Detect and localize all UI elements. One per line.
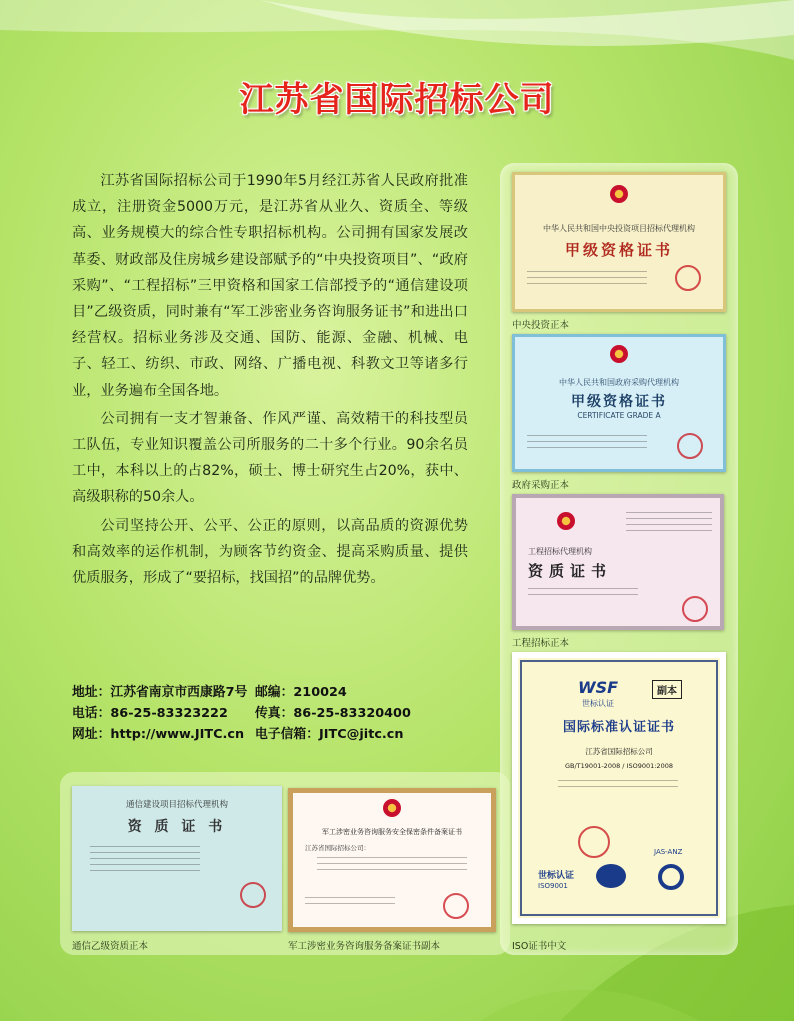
national-emblem-icon (557, 512, 575, 530)
page-title: 江苏省国际招标公司 (239, 80, 555, 120)
national-emblem-icon (610, 185, 628, 203)
certificate-central-investment: 中华人民共和国中央投资项目招标代理机构 甲级资格证书 (512, 172, 726, 312)
fax: 传真：86-25-83320400 (255, 706, 411, 721)
website-link[interactable]: 网址：http://www.JITC.cn (72, 727, 245, 742)
caption-military: 军工涉密业务咨询服务备案证书副本 (288, 941, 441, 952)
seal-icon (677, 433, 703, 459)
iaf-logo-icon (596, 864, 626, 888)
certificate-iso: WSF 世标认证 副本 国际标准认证证书 江苏省国际招标公司 GB/T19001-2008 / ISO9001:2008 世标认证 ISO9001 JAS-ANZ (512, 652, 726, 924)
postcode: 邮编：210024 (255, 685, 347, 700)
certificate-telecom: 通信建设项目招标代理机构 资 质 证 书 (72, 786, 282, 931)
caption-engineering: 工程招标正本 (512, 638, 570, 649)
email-link[interactable]: 电子信箱：JITC@jitc.cn (255, 727, 404, 742)
national-emblem-icon (383, 799, 401, 817)
phone: 电话：86-25-83323222 (72, 706, 228, 721)
caption-central-investment: 中央投资正本 (512, 320, 570, 331)
national-emblem-icon (610, 345, 628, 363)
seal-icon (578, 826, 610, 858)
caption-government-procurement: 政府采购正本 (512, 480, 570, 491)
certificate-military: 军工涉密业务咨询服务安全保密条件备案证书 江苏省国际招标公司： (288, 788, 496, 932)
seal-icon (682, 596, 708, 622)
caption-iso: ISO证书中文 (512, 941, 567, 952)
seal-icon (443, 893, 469, 919)
caption-telecom: 通信乙级资质正本 (72, 941, 149, 952)
seal-icon (675, 265, 701, 291)
contact-info (72, 682, 411, 745)
intro-paragraph-2: 公司拥有一支才智兼备、作风严谨、高效精干的科技型员工队伍，专业知识覆盖公司所服务的二十多个行业。90余名员工中，本科以上的占82%，硕士、博士研究生占20%，获中、高级职称的50余人。 (72, 410, 468, 506)
wsf-logo: WSF (578, 678, 619, 697)
company-intro (72, 168, 468, 593)
intro-paragraph-1: 江苏省国际招标公司于1990年5月经江苏省人民政府批准成立，注册资金5000万元，是江苏省从业久、资质全、等级高、业务规模大的综合性专职招标机构。公司拥有国家发展改革委、财政部及住房城乡建设部赋予的“中央投资项目”、“政府采购”、“工程招标”三甲资格和国家工信部授予的“通信建设项目”乙级资质，同时兼有“军工涉密业务咨询服务证书”和进出口经营权。招标业务涉及交通、国防、能源、金融、机械、电子、轻工、纺织、市政、网络、广播电视、科教文卫等诸多行业，业务遍布全国各地。 (72, 173, 468, 399)
jas-anz-logo-icon (658, 864, 684, 890)
copy-stamp: 副本 (652, 680, 682, 699)
address: 地址：江苏省南京市西康路7号 (72, 685, 248, 700)
certificate-engineering: 工程招标代理机构 资质证书 (512, 494, 724, 630)
certificate-government-procurement: 中华人民共和国政府采购代理机构 甲级资格证书 CERTIFICATE GRADE A (512, 334, 726, 472)
seal-icon (240, 882, 266, 908)
intro-paragraph-3: 公司坚持公开、公平、公正的原则，以高品质的资源优势和高效率的运作机制，为顾客节约资金、提高采购质量、提供优质服务，形成了“要招标，找国招”的品牌优势。 (72, 517, 468, 587)
